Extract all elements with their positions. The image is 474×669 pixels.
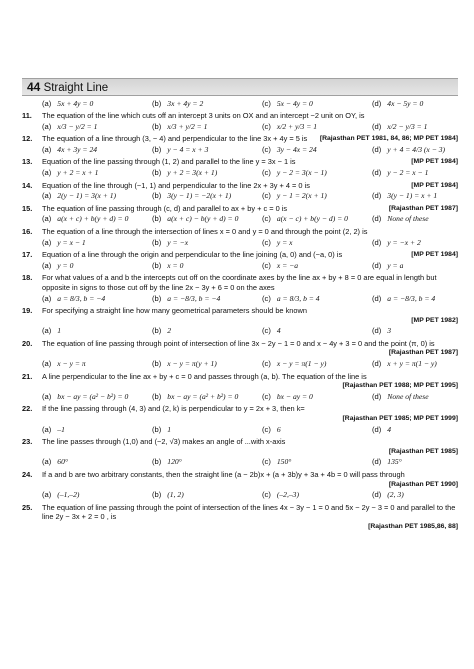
option: (c) 150° [262,457,292,467]
question [22,157,458,177]
option: (d) 3 [372,326,392,336]
question-text: Equation of the line through (−1, 1) and perpendicular to the line 2x + 3y + 4 = 0 is [42,180,310,190]
question-source: [Rajasthan PET 1985; MP PET 1999] [342,415,458,423]
question-number: 12. [22,134,33,144]
option: (a) (–1,–2) [42,490,80,500]
question-text: The equation of the line which cuts off an intercept 3 units on OX and an intercept −2 unit on OY, is [42,111,365,120]
question-number: 20. [22,338,33,348]
option: (a) bx − ay = (a² − b²) = 0 [42,391,129,401]
option: (d) (2, 3) [372,490,404,500]
question-number: 22. [22,404,33,414]
question-text: Equation of the line passing through (1, 2) and parallel to the line y = 3x − 1 is [42,157,296,167]
options-row [42,392,458,402]
option: (b) x = 0 [152,260,184,270]
options-row [42,457,458,467]
page-header [22,78,458,96]
option: (d) 4 [372,424,392,434]
option: (c) y = x [262,237,293,247]
question-text: The equation of line passing through point of intersection of line 3x − 2y − 1 = 0 and x − 4y + 3 = 0 and the point (π, 0) is [42,338,435,348]
option: (a) a(x + c) + b(y + d) = 0 [42,214,129,224]
question-number: 11. [22,111,32,120]
options-row [42,214,458,224]
question-list [22,98,458,534]
question [22,503,458,532]
question-text: If a and b are two arbitrary constants, then the straight line (a − 2b)x + (a + 3b)y + 3a + 4b = 0 will pass through [42,470,405,479]
option: (d) 4x − 5y = 0 [372,99,424,108]
option: (c) x = −a [262,260,299,270]
question-source: [Rajasthan PET 1990] [388,480,458,488]
question-source: [Rajasthan PET 1985] [388,447,458,455]
question [22,273,458,303]
option: (b) x − y = π(y + 1) [152,359,217,369]
option: (d) y = a [372,260,404,270]
question [22,470,458,500]
option: (c) a(x − c) + b(y − d) = 0 [262,214,348,224]
option: (c) 4 [262,326,281,336]
question-text: For specifying a straight line how many geometrical parameters should be known [42,306,307,316]
question [22,204,458,224]
options-row [42,122,458,132]
option: (a) y = 0 [42,260,74,270]
options-row [42,261,458,271]
option: (c) 5x − 4y = 0 [262,99,313,108]
question [22,339,458,369]
options-row [42,191,458,201]
question [22,404,458,434]
question-source: [Rajasthan PET 1988; MP PET 1995] [342,382,458,390]
option: (b) y − 4 = x + 3 [152,144,209,154]
option: (a) 1 [42,326,62,336]
option: (c) x − y = π(1 − y) [262,359,327,369]
option: (b) (1, 2) [152,490,184,500]
option: (b) 2 [152,326,172,336]
question-number: 18. [22,273,33,283]
option: (a) 4x + 3y = 24 [42,144,98,154]
chapter-title: Straight Line [43,82,109,94]
option: (b) a = −8/3, b = −4 [152,293,221,303]
question [22,306,458,336]
question-text: The equation of line passing through (c, d) and parallel to ax + by + c = 0 is [42,203,288,213]
option: (a) x − y = π [42,359,86,369]
option: (c) 6 [262,424,281,434]
option: (b) a(x + c) − b(y + d) = 0 [152,214,239,224]
option: (a) y = x − 1 [42,237,86,247]
question-text: Equation of a line through the origin and perpendicular to the line joining (a, 0) and (−a, 0) is [42,250,343,260]
question-number: 17. [22,250,33,260]
option: (d) a = −8/3, b = 4 [372,293,436,303]
options-row [42,145,458,155]
option: (a) a = 8/3, b = −4 [42,293,106,303]
options-row [42,238,458,248]
option: (b) 3(y − 1) = −2(x + 1) [152,191,232,201]
option: (b) 1 [152,424,172,434]
question [22,372,458,402]
question [22,111,458,131]
question-source: [Rajasthan PET 1987] [388,349,458,357]
options-row [42,425,458,435]
question-number: 24. [22,470,33,479]
question-number: 16. [22,226,33,236]
question [22,181,458,201]
option: (d) x/2 − y/3 = 1 [372,121,428,131]
page-number: 44 [27,80,41,94]
option: (d) None of these [372,391,429,401]
option: (c) 3y − 4x = 24 [262,144,317,154]
question-number: 14. [22,180,33,190]
question-text: The equation of a line through the intersection of lines x = 0 and y = 0 and through the point (2, 2) is [42,226,368,236]
question-number: 15. [22,203,33,213]
question-source: [MP PET 1982] [411,316,458,324]
options-row [42,490,458,500]
question [22,437,458,467]
option: (d) 135° [372,457,402,467]
question-number: 25. [22,502,33,512]
option: (b) 120° [152,457,182,467]
question-number: 19. [22,306,33,316]
question-number: 21. [22,371,33,381]
option: (b) y = −x [152,237,189,247]
question [22,250,458,270]
option: (c) x/2 + y/3 = 1 [262,121,318,131]
question-source: [MP PET 1984] [411,251,458,259]
question-number: 23. [22,437,33,447]
option: (a) –1 [42,424,65,434]
option: (d) y = −x + 2 [372,237,421,247]
question-source: [MP PET 1984] [411,181,458,189]
option: (a) 60° [42,457,68,467]
option: (c) y − 2 = 3(x − 1) [262,167,327,177]
option: (c) bx − ay = 0 [262,391,313,401]
option: (a) 5x + 4y = 0 [42,99,94,108]
question-text: The equation of line passing through the point of intersection of the lines 4x − 3y − 1 = 0 and 5x − 2y − 3 = 0 and parallel to the line 2y − 3x + 2 = 0 , is [42,502,456,522]
question-text: A line perpendicular to the line ax + by + c = 0 and passes through (a, b). The equation of the line is [42,371,367,381]
options-row [42,359,458,369]
option: (a) x/3 − y/2 = 1 [42,121,98,131]
option: (d) 3(y − 1) = x + 1 [372,191,438,201]
options-row [42,294,458,304]
question [22,227,458,247]
option: (d) y − 2 = x − 1 [372,167,429,177]
question-source: [MP PET 1984] [411,158,458,166]
option: (c) y − 1 = 2(x + 1) [262,191,327,201]
question-text: For what values of a and b the intercepts cut off on the coordinate axes by the line ax + by + 8 = 0 are equal in length but opposite in signs to those cut off by the line 2x − 3y + 6 = 0 on the axes [42,273,437,292]
question [22,134,458,154]
option: (a) 2(y − 1) = 3(x + 1) [42,191,117,201]
question-text: The equation of a line through (3, − 4) and perpendicular to the line 3x + 4y = 5 is [42,134,308,144]
top-options [42,99,474,108]
option: (b) x/3 + y/2 = 1 [152,121,208,131]
question-source: [Rajasthan PET 1985,86, 88] [368,522,458,530]
question-number: 13. [22,157,33,167]
option: (b) y + 2 = 3(x + 1) [152,167,218,177]
option: (a) y + 2 = x + 1 [42,167,99,177]
options-row [42,168,458,178]
option: (d) y + 4 = 4/3 (x − 3) [372,144,446,154]
option: (d) x + y = π(1 − y) [372,359,437,369]
option: (b) 3x + 4y = 2 [152,99,204,108]
option: (d) None of these [372,214,429,224]
question-source: [Rajasthan PET 1981, 84, 86; MP PET 1984] [319,135,458,143]
question-source: [Rajasthan PET 1987] [388,204,458,212]
option: (c) a = 8/3, b = 4 [262,293,320,303]
option: (b) bx − ay = (a² + b²) = 0 [152,391,239,401]
question-text: If the line passing through (4, 3) and (2, k) is perpendicular to y = 2x + 3, then k= [42,404,305,414]
question-text: The line passes through (1,0) and (−2, √3) makes an angle of ...with x-axis [42,437,286,447]
options-row [42,326,458,336]
option: (c) (–2,–3) [262,490,300,500]
